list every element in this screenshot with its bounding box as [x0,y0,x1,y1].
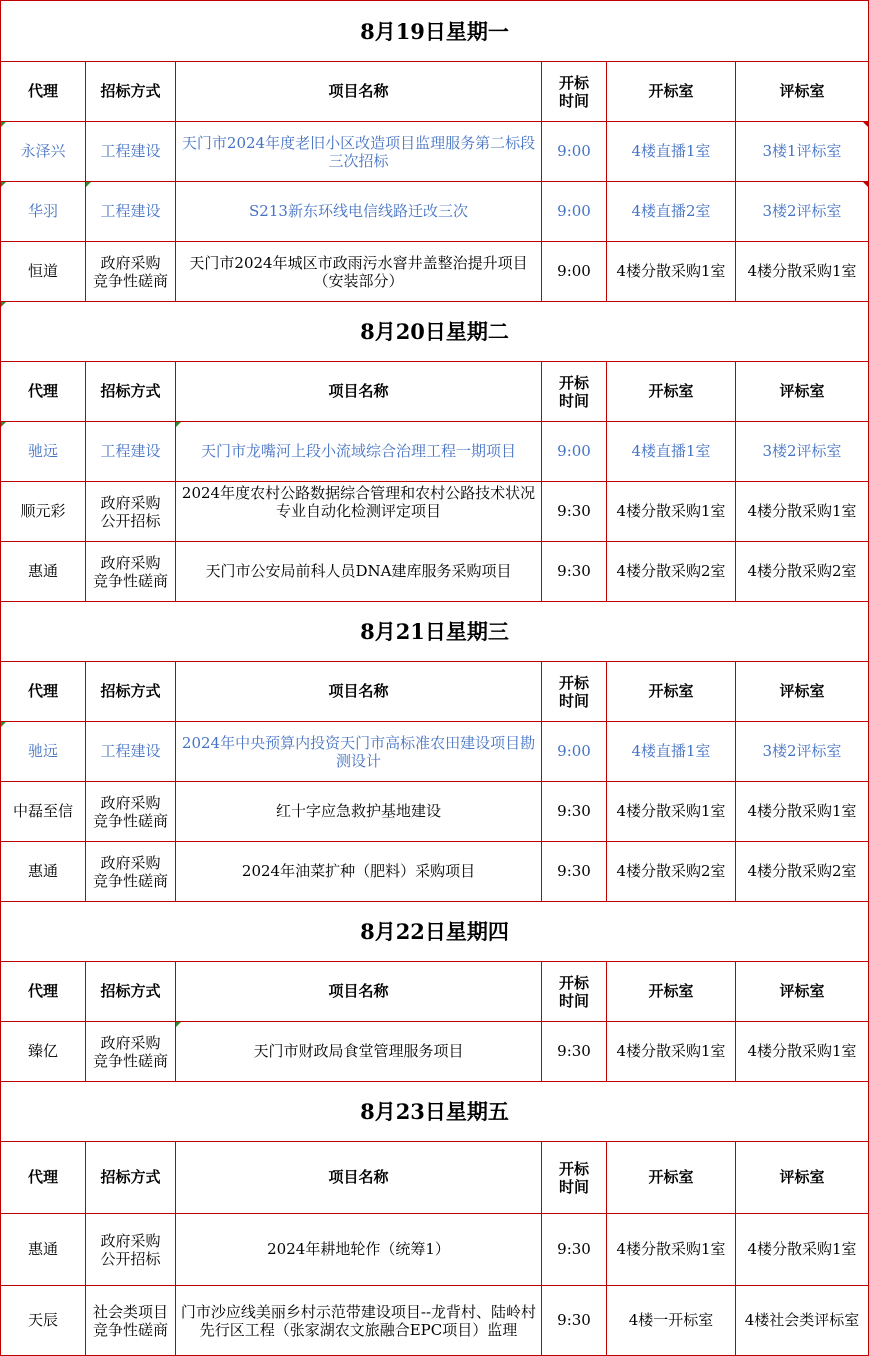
header-agent: 代理 [1,362,86,422]
header-project: 项目名称 [176,362,542,422]
method-cell: 政府采购 竞争性磋商 [86,1022,176,1082]
agent-cell: 驰远 [1,422,86,482]
table-row [1,1286,869,1356]
header-eval-room: 评标室 [736,1142,869,1214]
time-cell: 9:00 [542,122,607,182]
header-time: 开标 时间 [542,62,607,122]
open-room-cell: 4楼分散采购1室 [607,1214,736,1286]
method-cell: 政府采购 竞争性磋商 [86,782,176,842]
agent-cell: 中磊至信 [1,782,86,842]
agent-cell: 华羽 [1,182,86,242]
header-row [1,62,869,122]
method-cell: 政府采购 公开招标 [86,1214,176,1286]
project-cell: S213新东环线电信线路迁改三次 [176,182,542,242]
method-cell: 社会类项目 竞争性磋商 [86,1286,176,1356]
open-room-cell: 4楼分散采购1室 [607,482,736,542]
project-cell: 天门市2024年度老旧小区改造项目监理服务第二标段三次招标 [176,122,542,182]
time-cell: 9:30 [542,782,607,842]
header-eval-room: 评标室 [736,962,869,1022]
method-cell: 政府采购 竞争性磋商 [86,842,176,902]
time-cell: 9:00 [542,182,607,242]
project-cell: 天门市财政局食堂管理服务项目 [176,1022,542,1082]
agent-cell: 顺元彩 [1,482,86,542]
header-method: 招标方式 [86,662,176,722]
project-cell: 天门市公安局前科人员DNA建库服务采购项目 [176,542,542,602]
method-cell: 工程建设 [86,422,176,482]
day-title-row [1,602,869,662]
eval-room-cell: 4楼分散采购1室 [736,1022,869,1082]
time-cell: 9:30 [542,842,607,902]
header-eval-room: 评标室 [736,62,869,122]
table-row [1,722,869,782]
time-cell: 9:00 [542,242,607,302]
table-row [1,242,869,302]
header-row [1,362,869,422]
time-cell: 9:30 [542,1022,607,1082]
project-cell: 天门市龙嘴河上段小流域综合治理工程一期项目 [176,422,542,482]
header-agent: 代理 [1,662,86,722]
header-method: 招标方式 [86,962,176,1022]
eval-room-cell: 4楼分散采购1室 [736,242,869,302]
day-title: 8月23日星期五 [1,1082,869,1142]
header-project: 项目名称 [176,1142,542,1214]
day-title-row [1,1,869,62]
open-room-cell: 4楼分散采购1室 [607,242,736,302]
agent-cell: 永泽兴 [1,122,86,182]
method-cell: 政府采购 竞争性磋商 [86,542,176,602]
table-row [1,842,869,902]
day-title-row [1,1082,869,1142]
time-cell: 9:30 [542,1286,607,1356]
time-cell: 9:30 [542,482,607,542]
table-row [1,422,869,482]
header-open-room: 开标室 [607,62,736,122]
header-time: 开标 时间 [542,362,607,422]
open-room-cell: 4楼直播1室 [607,722,736,782]
project-cell: 2024年油菜扩种（肥料）采购项目 [176,842,542,902]
header-eval-room: 评标室 [736,662,869,722]
eval-room-cell: 4楼分散采购2室 [736,842,869,902]
eval-room-cell: 3楼1评标室 [736,122,869,182]
open-room-cell: 4楼直播1室 [607,422,736,482]
table-row [1,482,869,542]
time-cell: 9:00 [542,422,607,482]
header-row [1,1142,869,1214]
project-cell: 门市沙应线美丽乡村示范带建设项目--龙背村、陆岭村先行区工程（张家湖农文旅融合EPC项目）监理 [176,1286,542,1356]
header-time: 开标 时间 [542,962,607,1022]
header-agent: 代理 [1,62,86,122]
time-cell: 9:30 [542,542,607,602]
header-eval-room: 评标室 [736,362,869,422]
eval-room-cell: 3楼2评标室 [736,422,869,482]
open-room-cell: 4楼分散采购1室 [607,1022,736,1082]
eval-room-cell: 4楼分散采购1室 [736,482,869,542]
open-room-cell: 4楼直播1室 [607,122,736,182]
project-cell: 天门市2024年城区市政雨污水窨井盖整治提升项目（安装部分） [176,242,542,302]
day-title: 8月20日星期二 [1,302,869,362]
method-cell: 政府采购 公开招标 [86,482,176,542]
agent-cell: 驰远 [1,722,86,782]
eval-room-cell: 4楼分散采购1室 [736,1214,869,1286]
day-title-row [1,902,869,962]
header-open-room: 开标室 [607,662,736,722]
header-method: 招标方式 [86,1142,176,1214]
agent-cell: 恒道 [1,242,86,302]
header-project: 项目名称 [176,62,542,122]
header-row [1,662,869,722]
project-cell: 2024年度农村公路数据综合管理和农村公路技术状况专业自动化检测评定项目 [176,482,542,542]
header-method: 招标方式 [86,62,176,122]
agent-cell: 臻亿 [1,1022,86,1082]
table-row [1,1022,869,1082]
table-row [1,182,869,242]
day-title: 8月22日星期四 [1,902,869,962]
header-project: 项目名称 [176,662,542,722]
project-cell: 2024年耕地轮作（统筹1） [176,1214,542,1286]
open-room-cell: 4楼分散采购2室 [607,842,736,902]
method-cell: 工程建设 [86,182,176,242]
day-title: 8月19日星期一 [1,1,869,62]
table-row [1,1214,869,1286]
header-method: 招标方式 [86,362,176,422]
project-cell: 红十字应急救护基地建设 [176,782,542,842]
header-project: 项目名称 [176,962,542,1022]
table-row [1,122,869,182]
header-agent: 代理 [1,1142,86,1214]
eval-room-cell: 4楼分散采购2室 [736,542,869,602]
agent-cell: 惠通 [1,1214,86,1286]
open-room-cell: 4楼分散采购2室 [607,542,736,602]
open-room-cell: 4楼一开标室 [607,1286,736,1356]
agent-cell: 惠通 [1,542,86,602]
time-cell: 9:00 [542,722,607,782]
agent-cell: 惠通 [1,842,86,902]
project-cell: 2024年中央预算内投资天门市高标准农田建设项目勘测设计 [176,722,542,782]
time-cell: 9:30 [542,1214,607,1286]
header-open-room: 开标室 [607,962,736,1022]
open-room-cell: 4楼分散采购1室 [607,782,736,842]
header-open-room: 开标室 [607,1142,736,1214]
day-title: 8月21日星期三 [1,602,869,662]
method-cell: 工程建设 [86,722,176,782]
header-row [1,962,869,1022]
header-time: 开标 时间 [542,1142,607,1214]
method-cell: 工程建设 [86,122,176,182]
eval-room-cell: 3楼2评标室 [736,722,869,782]
method-cell: 政府采购 竞争性磋商 [86,242,176,302]
header-time: 开标 时间 [542,662,607,722]
agent-cell: 天辰 [1,1286,86,1356]
table-row [1,782,869,842]
eval-room-cell: 4楼社会类评标室 [736,1286,869,1356]
open-room-cell: 4楼直播2室 [607,182,736,242]
header-open-room: 开标室 [607,362,736,422]
day-title-row [1,302,869,362]
header-agent: 代理 [1,962,86,1022]
eval-room-cell: 4楼分散采购1室 [736,782,869,842]
table-row [1,542,869,602]
eval-room-cell: 3楼2评标室 [736,182,869,242]
